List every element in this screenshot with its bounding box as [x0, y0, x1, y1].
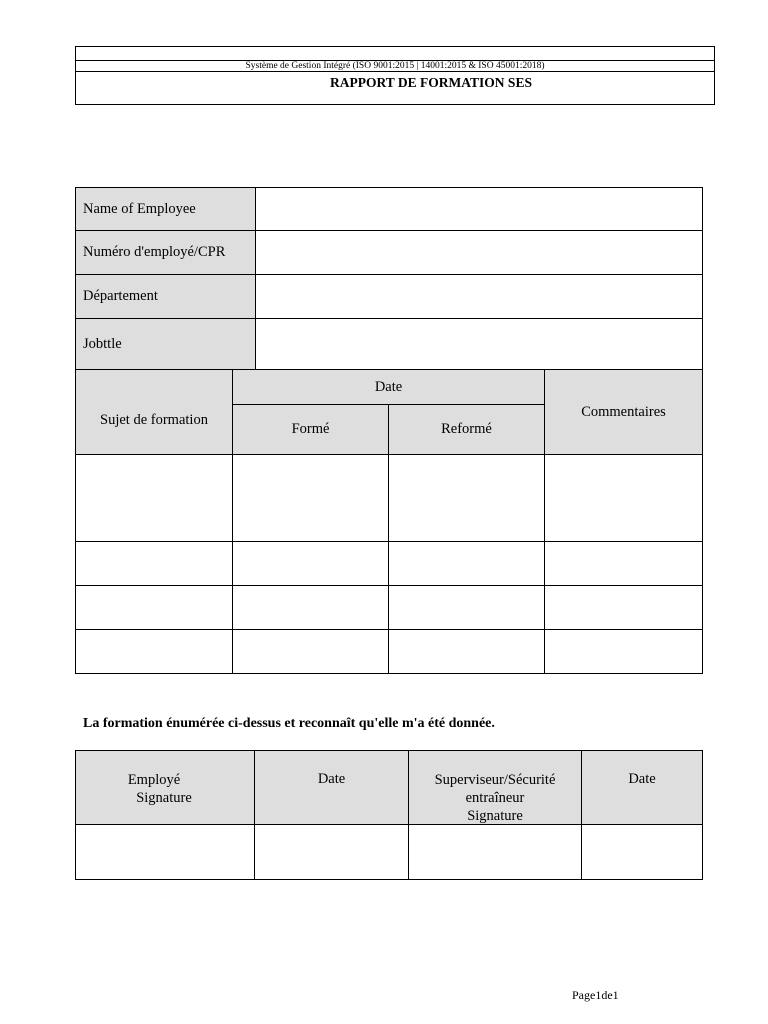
date-header-1: Date: [254, 750, 409, 825]
employee-signature-cell[interactable]: [75, 824, 255, 880]
employee-signature-header-line1: Employé: [127, 772, 181, 788]
comments-header: Commentaires: [544, 369, 703, 455]
department-field[interactable]: [256, 275, 702, 318]
document-header: [75, 46, 715, 105]
employee-number-label: Numéro d'employé/CPR: [76, 231, 256, 274]
employee-name-field[interactable]: [256, 188, 702, 230]
employee-name-row: [75, 187, 703, 231]
management-system-line: Système de Gestion Intégré (ISO 9001:2015 | 14001:2015 & ISO 45001:2018): [245, 61, 545, 71]
trained-date-cell[interactable]: [232, 629, 389, 674]
department-row: [75, 274, 703, 319]
supervisor-header-line1: Superviseur/Sécurité: [434, 772, 556, 788]
comments-cell[interactable]: [544, 629, 703, 674]
page-number: Page1de1: [572, 988, 619, 1002]
trained-date-cell[interactable]: [232, 585, 389, 630]
subject-cell[interactable]: [75, 585, 233, 630]
employee-number-field[interactable]: [256, 231, 702, 274]
comments-cell[interactable]: [544, 541, 703, 586]
employee-number-row: [75, 230, 703, 275]
trained-date-header: Formé: [232, 404, 389, 455]
retrained-date-cell[interactable]: [388, 585, 545, 630]
retrained-date-cell[interactable]: [388, 541, 545, 586]
trained-date-cell[interactable]: [232, 454, 389, 542]
trained-date-cell[interactable]: [232, 541, 389, 586]
job-title-label: Jobttle: [76, 319, 256, 369]
department-label: Département: [76, 275, 256, 318]
employee-name-label: Name of Employee: [76, 188, 256, 230]
supervisor-header-line3: Signature: [467, 808, 523, 824]
comments-cell[interactable]: [544, 454, 703, 542]
subject-cell[interactable]: [75, 629, 233, 674]
employee-signature-header: [75, 750, 255, 825]
subject-cell[interactable]: [75, 454, 233, 542]
retrained-date-cell[interactable]: [388, 629, 545, 674]
subject-header: Sujet de formation: [75, 369, 233, 455]
supervisor-date-cell[interactable]: [581, 824, 703, 880]
supervisor-signature-cell[interactable]: [408, 824, 582, 880]
job-title-field[interactable]: [256, 319, 702, 369]
acknowledgement-statement: La formation énumérée ci-dessus et reconnaît qu'elle m'a été donnée.: [83, 716, 495, 731]
date-header: Date: [232, 369, 545, 405]
employee-signature-header-line2: Signature: [136, 790, 192, 806]
supervisor-signature-header: [408, 750, 582, 825]
document-title: RAPPORT DE FORMATION SES: [330, 75, 532, 90]
job-title-row: [75, 318, 703, 370]
subject-cell[interactable]: [75, 541, 233, 586]
supervisor-header-line2: entraîneur: [465, 790, 525, 806]
retrained-date-cell[interactable]: [388, 454, 545, 542]
date-header-2: Date: [581, 750, 703, 825]
employee-date-cell[interactable]: [254, 824, 409, 880]
comments-cell[interactable]: [544, 585, 703, 630]
retrained-date-header: Reformé: [388, 404, 545, 455]
